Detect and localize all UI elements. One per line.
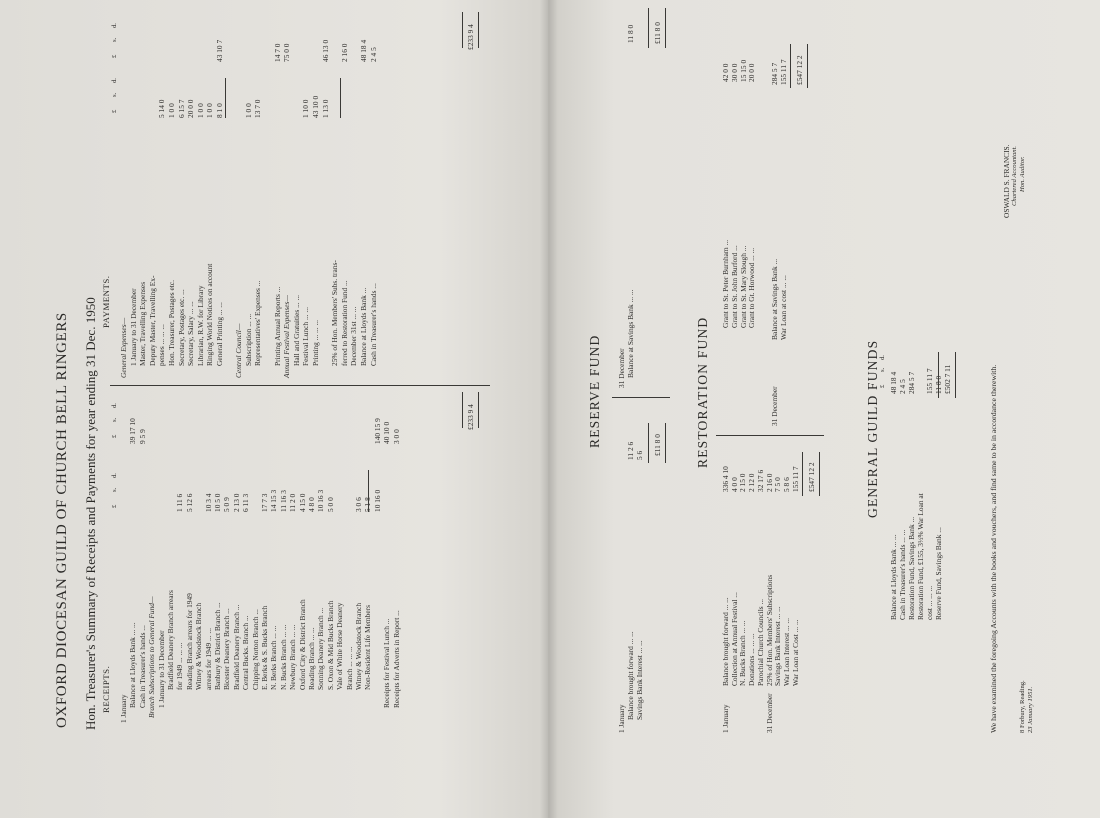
payment-row-total: 46 13 0: [320, 39, 330, 62]
payment-row-label: Deputy Master, Travelling Ex-: [147, 275, 157, 366]
payments-total-rule-bottom: [478, 12, 479, 48]
restoration-date-2: 31 December: [765, 693, 774, 733]
restoration-right-date: 31 December: [770, 386, 779, 426]
restoration-row-label: N. Bucks Branch ... ...: [738, 620, 748, 686]
payment-row-amount: 1 0 0: [205, 103, 215, 118]
receipt-row-label: Bicester Deanery Branch ...: [222, 608, 232, 690]
payment-row-amount: 8 1 0: [215, 103, 224, 118]
payment-row-label: Master, Travelling Expenses: [138, 281, 148, 366]
receipt-row-amount: 5 0 0: [325, 497, 335, 512]
restoration-row-value: 5 8 6: [781, 477, 791, 492]
reserve-right-total: £11 8 0: [653, 22, 662, 44]
receipts-heading: RECEIPTS.: [101, 665, 111, 713]
payment-row-amount: 1 0 0: [167, 103, 176, 118]
payment-row-label: 1 January to 31 December: [128, 288, 138, 366]
payment-row-label: December 31st ... ...: [349, 306, 359, 366]
receipt-row-amount: 10 16 0: [372, 489, 382, 512]
restoration-row-value: 155 11 7: [790, 466, 800, 492]
payments-col-header: s.: [111, 92, 118, 97]
receipt-row-total: 40 10 0: [382, 421, 392, 444]
payments-col-header: £: [111, 54, 118, 58]
receipt-row-amount: 2 13 0: [231, 493, 241, 512]
reserve-left-total: £11 8 0: [653, 434, 662, 456]
general-row-value: 2 4 5: [898, 379, 907, 394]
receipt-row-label: Vale of White Horse Deanery: [335, 602, 345, 690]
restoration-row-label: Parochial Church Councils ...: [755, 598, 765, 686]
receipt-row-label: Balance at Lloyds Bank ... ...: [128, 622, 138, 708]
payment-row-label: Librarian, R.W. for Library: [195, 285, 205, 366]
restoration-total-rule-bottom: [819, 452, 820, 496]
payment-row-label: General Expenses—: [119, 317, 128, 378]
audit-statement: We have examined the foregoing Accounts with the books and vouchers, and find same to be in accordance therewith.: [989, 364, 998, 733]
receipt-row-label: 1 January to 31 December: [156, 630, 166, 708]
reserve-right-total-rule: [648, 8, 649, 48]
payments-heading: PAYMENTS.: [101, 275, 111, 328]
payment-row-label: ferred to Restoration Fund ...: [339, 280, 349, 366]
restoration-left-total: £547 12 2: [807, 462, 816, 492]
payments-total: £233 9 4: [466, 24, 475, 50]
restoration-row-value: 336 4 10: [721, 466, 730, 492]
general-row-value: 284 5 7: [907, 371, 916, 394]
receipt-row-amount: 10 5 0: [213, 493, 222, 512]
restoration-row-value: 4 0 0: [729, 477, 739, 492]
payment-row-label: Hall and Gratuities ... ...: [291, 294, 301, 366]
payment-row-label: Annual Festival Expenses—: [282, 295, 292, 378]
receipt-row-label: Chipping Norton Branch ...: [250, 609, 260, 690]
receipt-row-amount: 14 15 3: [269, 489, 279, 512]
payment-row-label: General Printing ... ...: [215, 302, 224, 366]
receipt-row-label: N. Bucks Branch ... ...: [278, 624, 288, 690]
receipt-row-amount: 6 11 3: [241, 493, 251, 512]
auditor-address: 8 Forbury, Reading.: [1019, 680, 1026, 733]
payments-total-rule: [462, 12, 463, 48]
receipt-row-label: Central Bucks. Branch ...: [241, 615, 251, 690]
reserve-right-total-rule-bottom: [665, 8, 666, 48]
receipt-row-label: Sonning Deanery Branch ...: [316, 607, 326, 690]
receipt-row-label: Cash in Treasurer's hands ...: [137, 625, 147, 708]
receipt-row-label: for 1949 ... ... ...: [175, 642, 185, 690]
reserve-right-label: Balance at Savings Bank ... ...: [626, 289, 635, 378]
main-column-divider: [110, 385, 490, 386]
receipts-total-rule: [462, 392, 463, 428]
general-row-value: 48 18 4: [889, 371, 898, 394]
receipt-row-label: Bradfield Deanery Branch ...: [231, 604, 241, 690]
payment-row-label: Secretary, Salary ... ...: [186, 301, 196, 366]
receipt-row-amount: 1 11 6: [175, 493, 185, 512]
restoration-balance-label: War Loan at cost ... ...: [778, 275, 788, 340]
payment-row-label: Festival Lunch ... ...: [301, 307, 311, 366]
restoration-grant-label: Grant to Gt. Horwood ... ...: [747, 247, 757, 328]
receipt-row-amount: 10 16 3: [316, 489, 326, 512]
receipt-row-amount: 10 3 4: [203, 493, 213, 512]
payment-row-total: 43 10 7: [215, 39, 224, 62]
payment-row-amount: 1 10 0: [301, 99, 311, 118]
receipts-total-rule-bottom: [478, 392, 479, 428]
receipt-row-label: Reading Branch ... ...: [307, 627, 316, 690]
general-row-value: 11 8 0: [934, 375, 943, 394]
general-row-label: Restoration Fund, Savings Bank ...: [907, 516, 916, 620]
payment-row-label: Central Council—: [234, 323, 244, 378]
reserve-row-value: 5 6: [635, 450, 645, 460]
payments-subtotal-rule: [340, 78, 341, 118]
restoration-right-total: £547 12 2: [795, 55, 804, 85]
restoration-grant-value: 30 0 0: [729, 63, 739, 82]
receipts-col-header: d.: [111, 403, 118, 408]
receipts-col-header: s.: [111, 487, 118, 492]
receipt-row-amount: 11 16 3: [278, 490, 288, 512]
payment-row-amount: 43 10 0: [311, 95, 320, 118]
payments-col-header: £: [111, 109, 118, 113]
payment-row-total: 2 4 5: [368, 47, 378, 62]
restoration-grant-label: Grant to St. Peter Burnham ...: [721, 239, 730, 328]
restoration-date: 1 January: [721, 704, 730, 733]
receipt-row-label: Non-Resident Life Members: [363, 605, 373, 690]
receipt-row-amount: 5 1 8: [363, 497, 373, 512]
payment-row-amount: 1 13 0: [320, 99, 330, 118]
payments-col-header: d.: [111, 23, 118, 28]
restoration-row-value: 2 16 0: [764, 473, 774, 492]
payments-subtotal-rule: [225, 78, 226, 118]
payments-col-header: d.: [111, 78, 118, 83]
payment-row-amount: 5 14 0: [157, 99, 167, 118]
general-col-header: £: [879, 384, 886, 388]
reserve-fund-heading: RESERVE FUND: [587, 334, 602, 448]
receipt-row-total: 9 5 9: [137, 429, 147, 444]
receipts-col-header: s.: [111, 417, 118, 422]
payment-row-amount: 6 15 7: [176, 99, 186, 118]
auditor-name: OSWALD S. FRANCIS.: [1002, 144, 1011, 218]
reserve-row-value: 11 2 6: [626, 441, 635, 460]
reserve-row-label: Savings Bank Interest ... ...: [635, 640, 645, 720]
restoration-grant-label: Grant to St. Mary Slough ...: [738, 245, 748, 328]
payment-row-label: Cash in Treasurer's hands ...: [368, 283, 378, 366]
receipt-row-amount: 11 2 0: [288, 493, 298, 512]
receipt-date: 1 January: [119, 694, 128, 723]
payment-row-total: 48 18 4: [359, 39, 368, 62]
receipt-row-label: Reading Branch arrears for 1949: [184, 593, 194, 690]
payment-row-label: Hon. Treasurer, Postages etc.: [167, 280, 176, 366]
document-title: OXFORD DIOCESAN GUILD OF CHURCH BELL RINGERS: [54, 312, 70, 728]
receipt-row-label: Receipts for Adverts in Report ...: [391, 610, 401, 708]
receipts-col-header: d.: [111, 473, 118, 478]
receipt-row-label: Banbury & District Branch ...: [213, 602, 222, 690]
payment-row-amount: 1 0 0: [243, 103, 253, 118]
payment-row-amount: 13 7 0: [253, 99, 263, 118]
general-row-label: Restoration Fund, £155, 3½% War Loan at: [916, 493, 925, 620]
receipt-row-label: E. Berks & S. Bucks Branch: [260, 605, 269, 690]
receipt-row-amount: 5 12 6: [184, 493, 194, 512]
restoration-right-total-rule-bottom: [807, 44, 808, 88]
general-total-rule-bottom: [955, 352, 956, 398]
restoration-right-total-rule: [790, 44, 791, 88]
receipt-row-total: 140 15 9: [372, 418, 382, 444]
payment-row-total: 14 7 0: [272, 43, 282, 62]
reserve-divider: [612, 397, 670, 398]
general-row-label: Reserve Fund, Savings Bank ...: [934, 527, 943, 620]
receipts-col-header: £: [111, 434, 118, 438]
general-total: £502 7 11: [943, 364, 952, 394]
reserve-total-rule: [648, 423, 649, 463]
receipt-row-amount: 4 8 0: [307, 497, 316, 512]
receipt-row-label: Branch Subscriptions to General Fund—: [147, 596, 157, 718]
auditor-role-hon: Hon. Auditor.: [1019, 156, 1026, 192]
restoration-total-rule: [802, 452, 803, 496]
restoration-row-label: 25% of Hon. Members' Subscriptions: [764, 574, 774, 686]
general-guild-funds-heading: GENERAL GUILD FUNDS: [865, 339, 880, 518]
restoration-row-label: War Loan Interest ... ...: [781, 618, 791, 686]
payment-row-label: Balance at Lloyds Bank ...: [359, 287, 368, 366]
reserve-right-date: 31 December: [617, 348, 626, 388]
receipt-row-label: N. Berks Branch ... ...: [269, 625, 279, 690]
restoration-balance-value: 284 5 7: [770, 62, 779, 85]
reserve-total-rule-bottom: [665, 423, 666, 463]
receipt-row-label: Receipts for Festival Lunch ...: [382, 618, 392, 708]
receipt-row-total: 3 0 0: [391, 429, 401, 444]
receipt-row-label: Witney & Woodstock Branch: [354, 602, 363, 690]
restoration-row-value: 7 5 0: [773, 477, 783, 492]
auditor-role-accountant: Chartered Accountant.: [1011, 145, 1018, 206]
restoration-fund-heading: RESTORATION FUND: [695, 316, 710, 468]
restoration-grant-label: Grant to St. John Burford ...: [729, 245, 739, 328]
payment-row-label: Printing Annual Reports ...: [272, 286, 282, 366]
receipt-row-amount: 3 0 6: [354, 497, 363, 512]
receipt-row-label: Bradfield Deanery Branch arrears: [166, 590, 175, 690]
reserve-row-label: Balance brought forward ... ...: [626, 631, 635, 720]
payment-row-amount: 1 0 0: [195, 103, 205, 118]
general-total-rule: [938, 352, 939, 398]
restoration-row-value: 2 15 0: [738, 473, 748, 492]
receipts-total: £233 9 4: [466, 404, 475, 430]
payment-row-label: Subscription ... ...: [243, 313, 253, 366]
receipts-subtotal-rule: [368, 470, 369, 512]
payments-col-header: s.: [111, 37, 118, 42]
restoration-grant-value: 20 0 0: [747, 63, 757, 82]
restoration-row-label: War Loan at Cost ... ...: [790, 619, 800, 686]
payment-row-label: Printing ... ... ...: [311, 320, 320, 366]
payment-row-label: 25% of Hon. Members' Subs. trans-: [330, 260, 340, 366]
receipt-row-total: 39 17 10: [128, 418, 138, 444]
receipt-row-label: Newbury Branch ... ...: [288, 624, 298, 690]
restoration-grant-value: 42 0 0: [721, 63, 730, 82]
restoration-balance-value: 155 11 7: [778, 59, 788, 85]
restoration-row-label: Balance brought forward ... ...: [721, 597, 730, 686]
general-row-label: Balance at Lloyds Bank ... ...: [889, 534, 898, 620]
restoration-row-label: Collection at Annual Festival ...: [729, 592, 739, 686]
payment-row-label: penses ... ... ...: [157, 324, 167, 366]
general-row-label: Cash in Treasurer's hands ... ...: [898, 529, 907, 620]
reserve-date: 1 January: [617, 704, 626, 733]
restoration-row-value: 32 17 6: [755, 469, 765, 492]
restoration-balance-label: Balance at Savings Bank ...: [770, 258, 779, 340]
reserve-right-value: 11 8 0: [626, 24, 635, 43]
restoration-row-value: 2 12 0: [747, 473, 757, 492]
payment-row-total: 75 0 0: [282, 43, 292, 62]
general-row-label: cost ... ... ...: [925, 585, 934, 620]
general-row-value: 155 11 7: [925, 368, 934, 394]
receipt-row-label: Witney & Woodstock Branch: [194, 602, 204, 690]
payment-row-label: Representatives' Expenses ...: [253, 280, 263, 366]
general-col-header: d.: [879, 355, 886, 360]
document-subtitle: Hon. Treasurer's Summary of Receipts and Payments for year ending 31 Dec. 1950: [83, 297, 98, 730]
payment-row-label: Secretary, Postages etc. ...: [176, 289, 186, 366]
payment-row-total: 2 16 0: [339, 43, 349, 62]
receipt-row-amount: 17 7 3: [260, 493, 269, 512]
receipt-row-label: S. Oxon & Mid Bucks Branch: [325, 600, 335, 690]
receipt-row-label: Branch ... ... ...: [344, 646, 354, 690]
payment-row-label: Ringing World Notices on account: [205, 263, 215, 366]
receipt-row-amount: 4 15 0: [297, 493, 307, 512]
audit-date: 23 January 1951.: [1027, 686, 1034, 733]
payment-row-amount: 20 0 0: [186, 99, 196, 118]
general-col-header: s.: [879, 367, 886, 372]
restoration-row-label: Savings Bank Interest ... ...: [773, 606, 783, 686]
receipt-row-label: Oxford City & District Branch: [297, 599, 307, 690]
restoration-row-label: Donations ... ... ...: [747, 633, 757, 686]
receipts-col-header: £: [111, 504, 118, 508]
restoration-grant-value: 15 15 0: [738, 59, 748, 82]
restoration-divider: [716, 435, 824, 436]
receipt-row-amount: 5 0 9: [222, 497, 232, 512]
receipt-row-label: arrears for 1949 ... ...: [203, 628, 213, 690]
